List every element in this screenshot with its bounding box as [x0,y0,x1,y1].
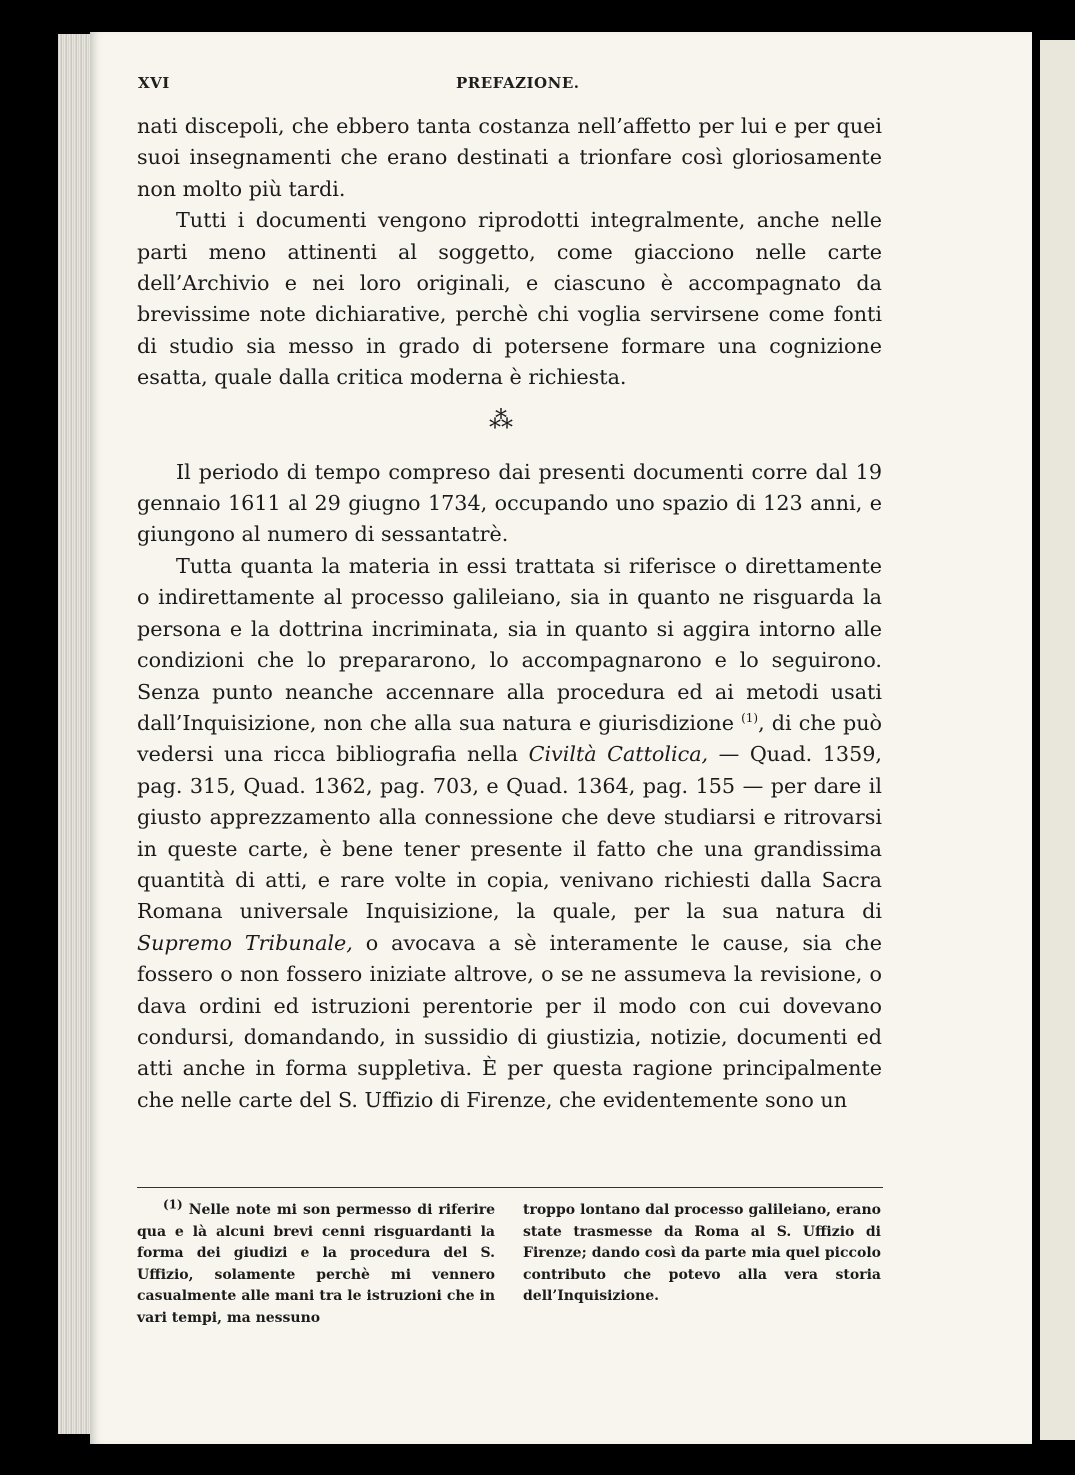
footnote-marker: (1) [163,1197,183,1212]
footnote-reference: (1) [741,711,759,726]
tribunal-term: Supremo Tribunale, [137,930,353,955]
paragraph-4-part-2: , di che può vedersi una ricca bibliografia nella [137,710,882,767]
asterism-ornament: ⁂ [489,405,513,434]
footnote-column-left [137,1197,495,1329]
paragraph-3: Il periodo di tempo compreso dai presenti documenti corre dal 19 gennaio 1611 al 29 giugno 1734, occupando uno spazio di 123 anni, e giungono al numero di sessantatrè. [137,459,882,547]
running-title: PREFAZIONE. [456,74,580,92]
body-text [137,111,882,1116]
journal-title: Civiltà Cattolica, [528,742,709,767]
footnote-left-text: Nelle note mi son permesso di riferire qua e là alcuni brevi cenni risguardanti la forma dei giudizi e la procedura del S. Uffizio, solamente perchè mi vennero casualmente alle mani tra le istruzioni che in vari tempi, ma nessuno [137,1202,495,1326]
footnote-column-right [523,1200,881,1308]
paragraph-4-part-3: — Quad. 1359, pag. 315, Quad. 1362, pag. 703, e Quad. 1364, pag. 155 — per dare il giusto apprezzamento alla connessione che deve studiarsi e ritrovarsi in queste carte, è bene tener presente il fatto che una grandissima quantità di atti, e rare volte in copia, venivano richiesti dalla Sacra Romana universale Inquisizione, la quale, per la sua natura di [137,742,882,924]
paragraph-4-part-4: o avocava a sè interamente le cause, sia che fossero o non fossero iniziate altrove, o se ne assumeva la revisione, o dava ordini ed istruzioni perentorie per il modo con cui dovevano condursi, domandando, in sussidio di giustizia, notizie, documenti ed atti anche in forma suppletiva. È per questa ragione principalmente che nelle carte del S. Uffizio di Firenze, che evidentemente sono un [137,930,882,1112]
paragraph-4-part-1: Tutta quanta la materia in essi trattata si riferisce o direttamente o indirettamente al processo galileiano, sia in quanto ne risguarda la persona e la dottrina incriminata, sia in quanto si aggira intorno alle condizioni che lo prepararono, lo accompagnarono e lo seguirono. Senza punto neanche accennare alla procedura ed ai metodi usati dall’Inquisizione, non che alla sua natura e giurisdizione [137,553,882,735]
footnote-rule [137,1187,883,1188]
footnote-right-text: troppo lontano dal processo galileiano, erano state trasmesse da Roma al S. Uffizio di Firenze; dando così da parte mia quel piccolo contributo che potevo alla vera storia dell’Inquisizione. [523,1202,881,1304]
paragraph-4 [137,551,882,1116]
running-head [138,74,883,96]
paragraph-1: nati discepoli, che ebbero tanta costanza nell’affetto per lui e per quei suoi insegnamenti che erano destinati a trionfare così gloriosamente non molto più tardi. [137,114,882,201]
section-break [137,394,882,457]
paragraph-2: Tutti i documenti vengono riprodotti integralmente, anche nelle parti meno attinenti al soggetto, come giacciono nelle carte dell’Archivio e nei loro originali, e ciascuno è accompagnato da brevissime note dichiarative, perchè chi voglia servirsene come fonti di studio sia messo in grado di potersene formare una cognizione esatta, quale dalla critica moderna è richiesta. [137,208,882,390]
page-number: XVI [138,74,170,92]
facing-page-edge [1040,40,1075,1440]
